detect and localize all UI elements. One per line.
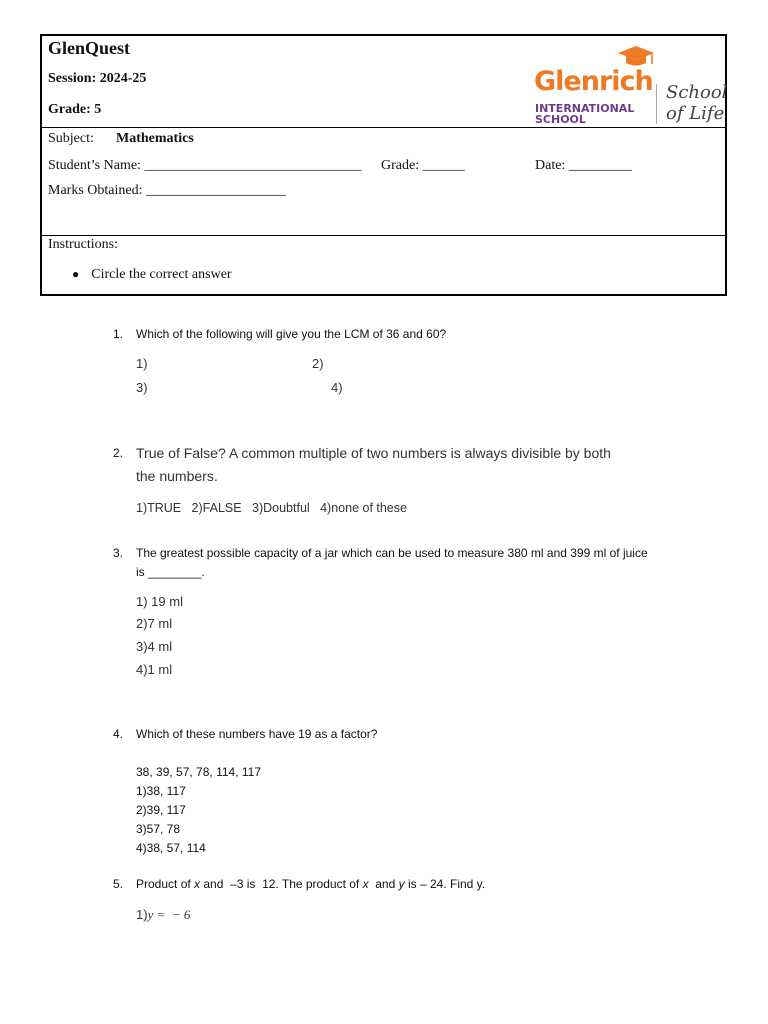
instruction-text: Circle the correct answer [91, 267, 232, 282]
number-list: 38, 39, 57, 78, 114, 117 [136, 765, 261, 779]
logo-tagline-1: School [666, 82, 728, 103]
logo-line2: SCHOOL [535, 113, 586, 124]
answer-option[interactable]: 2) [312, 356, 324, 371]
question-text: The greatest possible capacity of a jar which can be used to measure 380 ml and 399 ml of juice [136, 546, 648, 560]
question-text-part: and –3 is 12. The product of [200, 877, 363, 891]
question-text-continued: is ________. [136, 565, 205, 579]
answer-option[interactable]: 2)39, 117 [136, 803, 186, 817]
instruction-item [72, 267, 232, 283]
logo-line1: INTERNATIONAL [535, 102, 635, 115]
grade-label: Grade: 5 [48, 102, 102, 117]
answer-option[interactable]: 4)1 ml [136, 662, 173, 677]
variable-x: x [362, 877, 369, 891]
header-divider [42, 127, 725, 128]
worksheet-header [40, 34, 727, 296]
bullet-icon: ● [72, 267, 80, 281]
date-field[interactable]: Date: _________ [535, 158, 632, 173]
answer-option[interactable]: 3) [136, 380, 148, 395]
question-number: 1. [113, 327, 124, 341]
answer-option[interactable]: 4) [331, 380, 343, 395]
worksheet-title: GlenQuest [48, 38, 131, 58]
variable-x: x [194, 877, 201, 891]
answer-option[interactable]: 1)38, 117 [136, 784, 186, 798]
answer-option[interactable]: 2)7 ml [136, 616, 173, 631]
subject-value: Mathematics [116, 131, 194, 146]
variable-y: y [398, 877, 405, 891]
question-number: 4. [113, 727, 124, 741]
answer-option[interactable]: 4)38, 57, 114 [136, 841, 206, 855]
answer-option[interactable]: 1) [136, 356, 148, 371]
school-logo [534, 42, 729, 124]
option-prefix: 1) [136, 907, 148, 922]
answer-option[interactable]: 1) 19 ml [136, 594, 183, 609]
logo-tagline-2: of Life [666, 103, 725, 124]
question-number: 2. [113, 446, 124, 460]
subject-label: Subject: [48, 131, 94, 146]
student-name-field[interactable]: Student’s Name: _______________________________ [48, 158, 362, 173]
logo-divider [656, 84, 657, 124]
question-text-continued: the numbers. [136, 468, 218, 484]
answer-option[interactable]: 3)57, 78 [136, 822, 181, 836]
logo-brand-text: Glenrich [534, 66, 653, 97]
session-label: Session: 2024-25 [48, 71, 147, 86]
question-number: 5. [113, 877, 124, 891]
marks-obtained-field[interactable]: Marks Obtained: ____________________ [48, 183, 286, 198]
answer-options-line[interactable]: 1)TRUE 2)FALSE 3)Doubtful 4)none of these [136, 501, 407, 515]
option-math: y = − 6 [147, 907, 191, 922]
answer-option[interactable]: 3)4 ml [136, 639, 173, 654]
question-text-part: and [368, 877, 399, 891]
question-text-part: Product of [136, 877, 195, 891]
question-text: Which of the following will give you the LCM of 36 and 60? [136, 327, 447, 341]
question-text: Which of these numbers have 19 as a factor? [136, 727, 378, 741]
question-text [136, 877, 485, 891]
header-divider [42, 235, 725, 236]
grade-field[interactable]: Grade: ______ [381, 158, 465, 173]
question-text: True of False? A common multiple of two numbers is always divisible by both [136, 445, 611, 461]
instructions-label: Instructions: [48, 237, 118, 252]
question-number: 3. [113, 546, 124, 560]
answer-option[interactable] [136, 907, 190, 923]
question-text-part: is – 24. Find y. [404, 877, 486, 891]
